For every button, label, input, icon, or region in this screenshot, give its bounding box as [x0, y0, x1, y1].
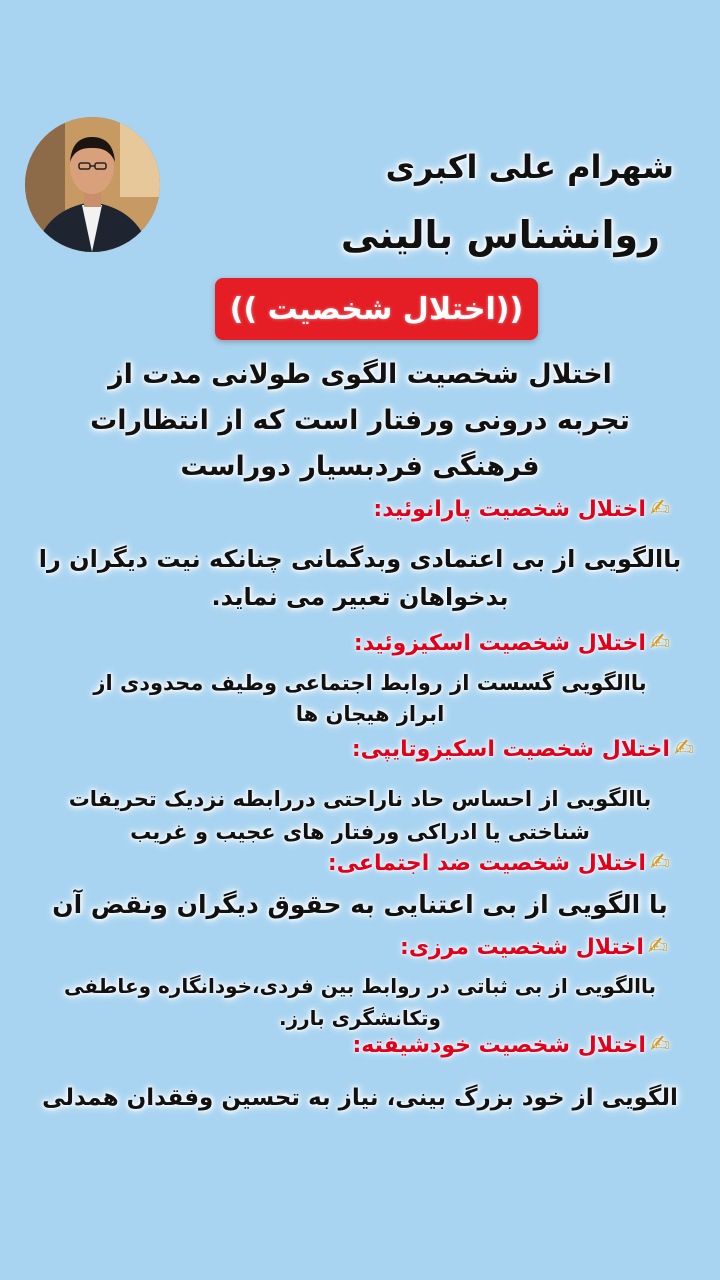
desc-line: وتکانشگری بارز. — [279, 1006, 441, 1030]
desc-line: باالگویی گسست از روابط اجتماعی وطیف محدودی از — [93, 671, 647, 695]
writing-hand-icon: ✍ — [649, 848, 670, 876]
desc-line: شناختی یا ادراکی ورفتار های عجیب و غریب — [130, 820, 590, 844]
intro-paragraph — [40, 352, 680, 490]
writing-hand-icon: ✍ — [647, 932, 668, 960]
desc-paranoid — [30, 540, 690, 616]
desc-schizotypal — [40, 783, 680, 849]
writing-hand-icon: ✍ — [649, 628, 670, 656]
intro-line-1: اختلال شخصیت الگوی طولانی مدت از — [108, 359, 612, 390]
heading-narcissistic: ✍اختلال شخصیت خودشیفته: — [352, 1030, 670, 1058]
heading-schizotypal: ✍اختلال شخصیت اسکیزوتایپی: — [351, 734, 694, 762]
desc-line: الگویی از خود بزرگ بینی، نیاز به تحسین وفقدان همدلی — [42, 1085, 678, 1111]
doctor-name: شهرام علی اکبری — [385, 148, 674, 186]
writing-hand-icon: ✍ — [649, 494, 670, 522]
desc-line: باالگویی از احساس حاد ناراحتی دررابطه نزدیک تحریفات — [68, 787, 652, 811]
desc-line: باالگویی از بی ثباتی در روابط بین فردی،خودانگاره وعاطفی — [63, 974, 657, 998]
doctor-role: روانشناس بالینی — [340, 213, 660, 257]
avatar — [25, 117, 160, 252]
desc-antisocial — [40, 886, 680, 924]
desc-schizoid — [80, 668, 660, 730]
title-banner-text: ((اختلال شخصیت )) — [229, 291, 524, 327]
intro-line-2: تجربه درونی ورفتار است که از انتظارات — [90, 405, 630, 436]
heading-paranoid: ✍اختلال شخصیت پارانوئید: — [373, 494, 670, 522]
title-banner — [215, 278, 538, 340]
desc-line: با الگویی از بی اعتنایی به حقوق دیگران ونقض آن — [52, 890, 668, 919]
writing-hand-icon: ✍ — [673, 734, 694, 762]
intro-line-3: فرهنگی فردبسیار دوراست — [180, 451, 540, 482]
heading-antisocial: ✍اختلال شخصیت ضد اجتماعی: — [327, 848, 670, 876]
desc-narcissistic — [40, 1080, 680, 1116]
writing-hand-icon: ✍ — [649, 1030, 670, 1058]
desc-line: بدخواهان تعبیر می نماید. — [211, 583, 509, 611]
person-photo-icon — [25, 117, 160, 252]
heading-schizoid: ✍اختلال شخصیت اسکیزوئید: — [353, 628, 670, 656]
heading-borderline: ✍اختلال شخصیت مرزی: — [400, 932, 668, 960]
desc-borderline — [40, 970, 680, 1034]
desc-line: باالگویی از بی اعتمادی وبدگمانی چنانکه نیت دیگران را — [38, 545, 682, 573]
desc-line: ابراز هیجان ها — [295, 702, 445, 726]
